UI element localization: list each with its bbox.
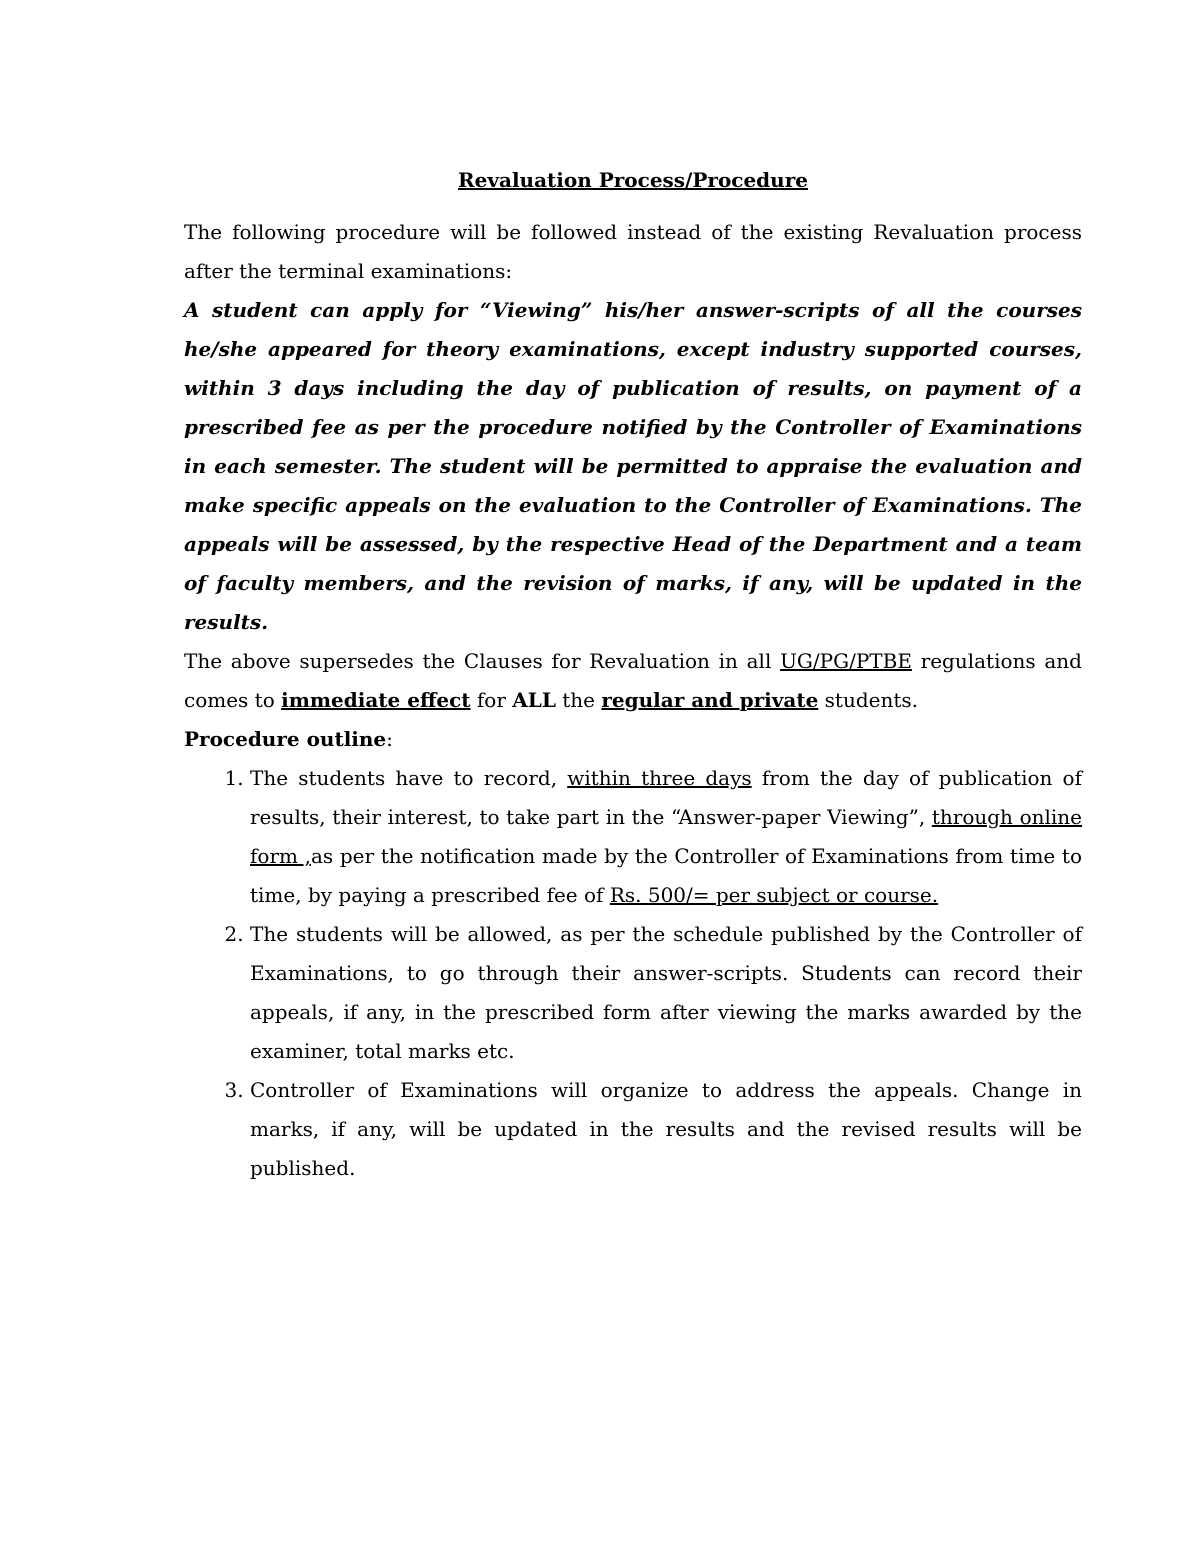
document-title: Revaluation Process/Procedure — [458, 168, 808, 192]
item1-text-a: The students have to record, — [250, 766, 568, 790]
document-body — [184, 213, 1082, 1188]
regular-private-text: regular and private — [601, 688, 819, 712]
item1-online-form: through online form , — [250, 805, 1083, 868]
intro-paragraph: The following procedure will be followed instead of the existing Revaluation process after the terminal examinations: — [184, 220, 1082, 283]
main-statement-paragraph: A student can apply for “Viewing” his/her answer-scripts of all the courses he/she appeared for theory examinations, except industry supported courses, within 3 days including the day of publication of results, on payment of a prescribed fee as per the procedure notified by the Controller of Examinations in each semester. The student will be permitted to appraise the evaluation and make specific appeals on the evaluation to the Controller of Examinations. The appeals will be assessed, by the respective Head of the Department and a team of faculty members, and the revision of marks, if any, will be updated in the results. — [184, 298, 1082, 634]
item1-within-three-days: within three days — [567, 766, 752, 790]
outline-colon: : — [386, 727, 393, 751]
item1-fee: Rs. 500/= per subject or course. — [609, 883, 939, 907]
item1-text-c: from the day of publication of results, their interest, to take part in the “Answer-paper Viewing”, — [250, 766, 1082, 829]
immediate-effect-text: immediate effect — [281, 688, 471, 712]
outline-heading: Procedure outline — [184, 727, 387, 751]
list-item — [250, 759, 1082, 915]
list-item: 2. The students will be allowed, as per the schedule published by the Controller of Examinations, to go through their answer-scripts. Students can record their appeals, if any, in the prescribed form after viewing the marks awarded by the examiner, total marks etc. — [250, 915, 1082, 1071]
regulations-link-text: UG/PG/PTBE — [780, 649, 912, 673]
item1-text-e: as per the notification made by the Controller of Examinations from time to time, by paying a prescribed fee of — [250, 844, 1083, 907]
supersede-text-3: for — [470, 688, 513, 712]
all-text: ALL — [512, 688, 556, 712]
supersede-text-1: The above supersedes the Clauses for Revaluation in all — [184, 649, 781, 673]
supersede-text-2: regulations and comes to — [184, 649, 1082, 712]
supersede-text-4: the — [555, 688, 602, 712]
procedure-list — [184, 759, 1082, 1188]
list-item: 3. Controller of Examinations will organize to address the appeals. Change in marks, if any, will be updated in the results and the revised results will be published. — [250, 1071, 1082, 1188]
supersede-text-5: students. — [818, 688, 919, 712]
outline-heading-line — [184, 720, 1082, 759]
supersede-paragraph — [184, 642, 1082, 720]
